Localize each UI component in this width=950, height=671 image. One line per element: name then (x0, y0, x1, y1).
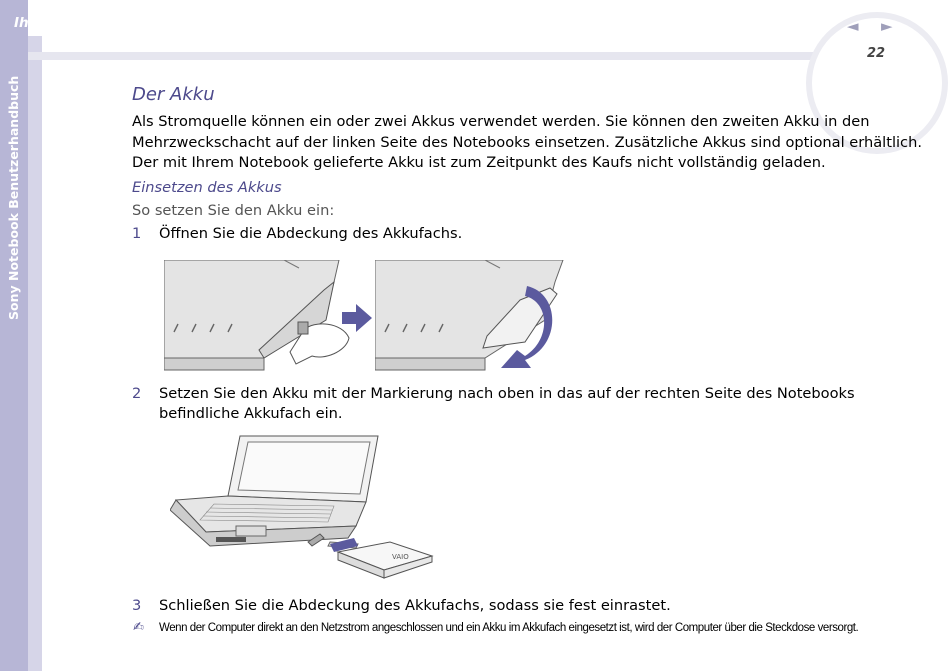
insert-battery-illustration (170, 434, 436, 584)
manual-title: Sony Notebook Benutzerhandbuch (6, 75, 21, 320)
battery-logo: VAIO (392, 553, 409, 561)
subheading: Einsetzen des Akkus (132, 179, 282, 196)
sidebar-inner-band (28, 36, 42, 671)
step-number: 3 (132, 597, 142, 614)
page-heading: Der Akku (132, 84, 215, 105)
step-text: Setzen Sie den Akku mit der Markierung nach oben in das auf der rechten Seite des Notebooks befindliche Akkufach ein. (159, 385, 855, 422)
open-cover-illustration-1 (164, 260, 374, 374)
section-title: Ihr Notebook (14, 15, 114, 31)
prev-page-icon[interactable]: ◄ (847, 17, 859, 35)
step-text: Öffnen Sie die Abdeckung des Akkufachs. (159, 225, 463, 242)
next-page-icon[interactable]: ► (881, 17, 893, 35)
step-number: 2 (132, 385, 142, 402)
page-number: 22 (867, 46, 886, 61)
note-pen-icon: ✍ (133, 620, 144, 635)
step-text: Schließen Sie die Abdeckung des Akkufachs, sodass sie fest einrastet. (159, 597, 671, 614)
header-rule (28, 52, 828, 60)
note-text: Wenn der Computer direkt an den Netzstrom angeschlossen und ein Akku im Akkufach eingesetzt ist, wird der Computer über die Steckdose versorgt. (159, 622, 859, 634)
instructions-intro: So setzen Sie den Akku ein: (132, 202, 335, 219)
step-number: 1 (132, 225, 142, 242)
intro-paragraph: Als Stromquelle können ein oder zwei Akkus verwendet werden. Sie können den zweiten Akku in den Mehrzweckschacht auf der linken Seite des Notebooks einsetzen. Zusätzliche Akkus sind optional erhältlich. Der mit Ihrem Notebook gelieferte Akku ist zum Zeitpunkt des Kaufs nicht vollständig geladen. (132, 113, 922, 171)
open-cover-illustration-2 (375, 260, 567, 374)
